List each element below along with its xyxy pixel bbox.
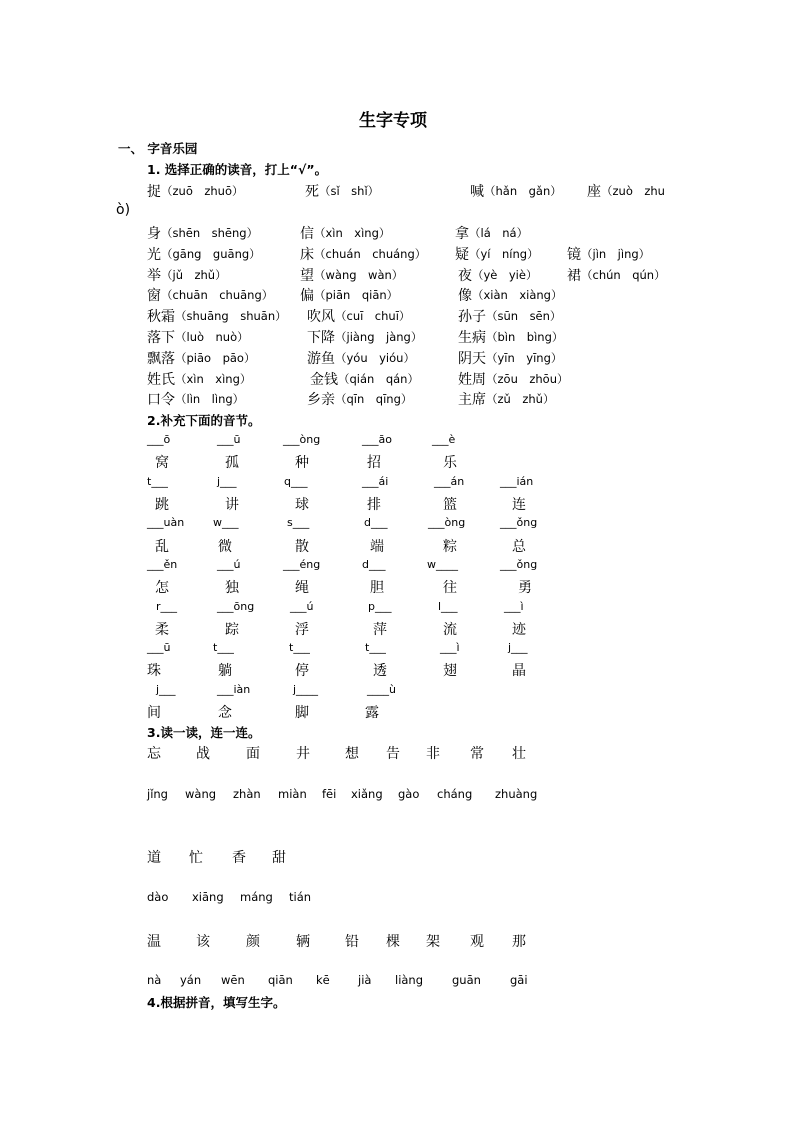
syllable-blank: ___uàn [147, 516, 185, 529]
hanzi: 胆 [370, 580, 384, 596]
pinyin-options: （qián qán） [338, 372, 419, 386]
syllable-blank: s___ [287, 516, 310, 529]
hanzi: 座 [587, 184, 601, 200]
syllable-blank: j___ [508, 641, 528, 654]
hanzi: 疑 [455, 247, 469, 263]
pinyin: xiǎng [351, 787, 383, 801]
pinyin: miàn [278, 787, 307, 801]
pinyin-options: （yóu yióu） [335, 351, 415, 365]
pinyin: guān [452, 973, 481, 987]
syllable-blank: ___iàn [217, 683, 251, 696]
pinyin-options: （jìn jìng） [581, 247, 651, 261]
syllable-blank: w____ [427, 558, 458, 571]
hanzi: 告 [386, 746, 400, 762]
hanzi: 死 [305, 184, 319, 200]
hanzi: 忘 [147, 746, 161, 762]
pinyin-options: （jǔ zhǔ） [161, 268, 227, 282]
hanzi: 总 [512, 539, 526, 555]
hanzi: 招 [367, 455, 381, 471]
hanzi: 微 [218, 539, 232, 555]
hanzi: 窝 [155, 455, 169, 471]
hanzi: 绳 [295, 580, 309, 596]
pinyin-options: （zuò zhu [601, 184, 665, 198]
hanzi: 端 [370, 539, 384, 555]
hanzi: 阴天 [458, 351, 486, 367]
hanzi: 铅 [345, 934, 359, 950]
hanzi: 望 [300, 268, 314, 284]
pinyin: yán [180, 973, 202, 987]
hanzi: 浮 [295, 622, 309, 638]
hanzi: 间 [147, 705, 161, 721]
hanzi: 生病 [458, 330, 486, 346]
pinyin: jià [358, 973, 372, 987]
hanzi: 偏 [300, 288, 314, 304]
hanzi: 讲 [225, 497, 239, 513]
hanzi: 拿 [455, 226, 469, 242]
hanzi: 温 [147, 934, 161, 950]
pinyin-options: （xìn xìng） [314, 226, 391, 240]
pinyin-options: （shēn shēng） [161, 226, 259, 240]
hanzi: 躺 [218, 663, 232, 679]
hanzi: 游鱼 [307, 351, 335, 367]
hanzi: 光 [147, 247, 161, 263]
syllable-blank: t___ [213, 641, 234, 654]
hanzi: 踪 [225, 622, 239, 638]
pinyin: máng [240, 890, 273, 904]
hanzi: 跳 [155, 497, 169, 513]
syllable-blank: q___ [284, 475, 308, 488]
hanzi: 香 [232, 850, 246, 866]
syllable-blank: ___ì [440, 641, 460, 654]
hanzi: 战 [196, 746, 210, 762]
pinyin: kē [316, 973, 330, 987]
hanzi: 镜 [567, 247, 581, 263]
hanzi: 喊 [470, 184, 484, 200]
hanzi: 露 [365, 705, 379, 721]
pinyin-options: （bìn bìng） [486, 330, 564, 344]
hanzi: 流 [443, 622, 457, 638]
hanzi: 球 [295, 497, 309, 513]
syllable-blank: t___ [365, 641, 386, 654]
pinyin: liàng [395, 973, 424, 987]
hanzi: 口令 [147, 392, 175, 408]
syllable-blank: ___án [434, 475, 465, 488]
hanzi: 萍 [373, 622, 387, 638]
hanzi: 乐 [443, 455, 457, 471]
section-heading: 一、 字音乐园 [118, 141, 198, 156]
syllable-blank: ___ián [500, 475, 534, 488]
hanzi: 翅 [443, 663, 457, 679]
syllable-blank: ____ù [367, 683, 396, 696]
hanzi: 井 [296, 746, 310, 762]
hanzi: 落下 [147, 330, 175, 346]
syllable-blank: ___ǒng [500, 558, 538, 571]
hanzi: 下降 [307, 330, 335, 346]
page-title: 生字专项 [359, 111, 427, 131]
hanzi: 篮 [443, 497, 457, 513]
hanzi: 床 [300, 247, 314, 263]
question-4-heading: 4.根据拼音，填写生字。 [147, 995, 286, 1010]
hanzi: 怎 [155, 580, 169, 596]
pinyin: fēi [322, 787, 337, 801]
hanzi: 连 [512, 497, 526, 513]
pinyin-options: （zōu zhōu） [486, 372, 569, 386]
hanzi: 夜 [458, 268, 472, 284]
hanzi: 秋霜 [147, 309, 175, 325]
syllable-blank: ___òng [428, 516, 466, 529]
pinyin-options: （yè yiè） [472, 268, 538, 282]
pinyin: zhàn [233, 787, 261, 801]
pinyin-options: （wàng wàn） [314, 268, 404, 282]
pinyin: jǐng [147, 787, 168, 801]
syllable-blank: ___ū [217, 433, 241, 446]
hanzi: 辆 [296, 934, 310, 950]
hanzi: 该 [196, 934, 210, 950]
pinyin-options: （xìn xìng） [175, 372, 252, 386]
syllable-blank: j___ [217, 475, 237, 488]
hanzi: 孤 [225, 455, 239, 471]
syllable-blank: ___ǒng [500, 516, 538, 529]
pinyin-options: （chuán chuáng） [314, 247, 427, 261]
pinyin-options: （zǔ zhǔ） [486, 392, 555, 406]
hanzi: 常 [470, 746, 484, 762]
pinyin: gāi [510, 973, 528, 987]
hanzi: 身 [147, 226, 161, 242]
syllable-blank: ___ái [362, 475, 389, 488]
pinyin: cháng [437, 787, 473, 801]
syllable-blank: ___ú [217, 558, 241, 571]
pinyin-options: （chún qún） [581, 268, 666, 282]
pinyin-options: （sǐ shǐ） [319, 184, 380, 198]
syllable-blank: d___ [364, 516, 388, 529]
pinyin: wēn [221, 973, 245, 987]
hanzi: 壮 [512, 746, 526, 762]
syllable-blank: ___òng [283, 433, 321, 446]
pinyin-options: （zuō zhuō） [161, 184, 244, 198]
pinyin-options: （hǎn gǎn） [484, 184, 562, 198]
hanzi: 排 [367, 497, 381, 513]
pinyin: gào [398, 787, 420, 801]
hanzi: 道 [147, 850, 161, 866]
hanzi: 晶 [512, 663, 526, 679]
pinyin: zhuàng [495, 787, 538, 801]
hanzi: 观 [470, 934, 484, 950]
pinyin-options: （gāng guāng） [161, 247, 261, 261]
syllable-blank: d___ [362, 558, 386, 571]
syllable-blank: p___ [368, 600, 392, 613]
hanzi: 乡亲 [307, 392, 335, 408]
hanzi: 棵 [386, 934, 400, 950]
pinyin-options: （chuān chuāng） [161, 288, 274, 302]
pinyin-options: （yí níng） [469, 247, 539, 261]
pinyin: nà [147, 973, 162, 987]
pinyin-options: （qīn qīng） [335, 392, 413, 406]
hanzi: 乱 [155, 539, 169, 555]
syllable-blank: ___ōng [217, 600, 255, 613]
hanzi: 金钱 [310, 372, 338, 388]
hanzi: 柔 [155, 622, 169, 638]
hanzi: 勇 [518, 580, 532, 596]
pinyin-options: （xiàn xiàng） [472, 288, 563, 302]
pinyin: wàng [185, 787, 217, 801]
question-2-heading: 2.补充下面的音节。 [147, 413, 261, 428]
hanzi: 透 [373, 663, 387, 679]
pinyin-options: （yīn yīng） [486, 351, 563, 365]
syllable-blank: j___ [156, 683, 176, 696]
hanzi: 那 [512, 934, 526, 950]
syllable-blank: ___ěn [147, 558, 178, 571]
syllable-blank: ___āo [362, 433, 392, 446]
syllable-blank: ___ú [290, 600, 314, 613]
pinyin-options: （luò nuò） [175, 330, 249, 344]
hanzi: 颜 [246, 934, 260, 950]
hanzi: 独 [225, 580, 239, 596]
hanzi: 举 [147, 268, 161, 284]
hanzi: 念 [218, 705, 232, 721]
hanzi: 面 [246, 746, 260, 762]
syllable-blank: j____ [293, 683, 319, 696]
hanzi: 忙 [189, 850, 203, 866]
hanzi: 飘落 [147, 351, 175, 367]
hanzi: 非 [426, 746, 440, 762]
pinyin: dào [147, 890, 169, 904]
question-3-heading: 3.读一读，连一连。 [147, 725, 261, 740]
pinyin: tián [289, 890, 312, 904]
hanzi: 珠 [147, 663, 161, 679]
pinyin-options: （cuī chuī） [335, 309, 411, 323]
hanzi: 裙 [567, 268, 581, 284]
syllable-blank: t___ [147, 475, 168, 488]
hanzi: 迹 [512, 622, 526, 638]
hanzi: 粽 [443, 539, 457, 555]
hanzi: 像 [458, 288, 472, 304]
wrapped-text: ò) [116, 202, 131, 218]
pinyin: xiāng [192, 890, 224, 904]
syllable-blank: ___éng [283, 558, 321, 571]
syllable-blank: w___ [213, 516, 239, 529]
syllable-blank: ___ō [147, 433, 171, 446]
syllable-blank: ___ì [504, 600, 524, 613]
hanzi: 姓周 [458, 372, 486, 388]
question-1-heading: 1. 选择正确的读音，打上“√”。 [147, 162, 328, 177]
hanzi: 姓氏 [147, 372, 175, 388]
syllable-blank: l___ [438, 600, 458, 613]
pinyin-options: （piān qiān） [314, 288, 399, 302]
syllable-blank: ___è [432, 433, 456, 446]
pinyin-options: （shuāng shuān） [175, 309, 287, 323]
hanzi: 往 [443, 580, 457, 596]
hanzi: 想 [345, 746, 359, 762]
hanzi: 主席 [458, 392, 486, 408]
syllable-blank: ___ū [147, 641, 171, 654]
syllable-blank: r___ [156, 600, 178, 613]
pinyin: qiān [268, 973, 293, 987]
hanzi: 甜 [272, 850, 286, 866]
hanzi: 停 [295, 663, 309, 679]
hanzi: 窗 [147, 288, 161, 304]
pinyin-options: （lìn lìng） [175, 392, 245, 406]
hanzi: 捉 [147, 184, 161, 200]
pinyin-options: （piāo pāo） [175, 351, 256, 365]
hanzi: 脚 [295, 705, 309, 721]
hanzi: 孙子 [458, 309, 486, 325]
hanzi: 种 [295, 455, 309, 471]
pinyin-options: （lá ná） [469, 226, 529, 240]
syllable-blank: t___ [289, 641, 310, 654]
pinyin-options: （jiàng jàng） [335, 330, 423, 344]
hanzi: 架 [426, 934, 440, 950]
hanzi: 散 [295, 539, 309, 555]
hanzi: 信 [300, 226, 314, 242]
hanzi: 吹风 [307, 309, 335, 325]
pinyin-options: （sūn sēn） [486, 309, 562, 323]
